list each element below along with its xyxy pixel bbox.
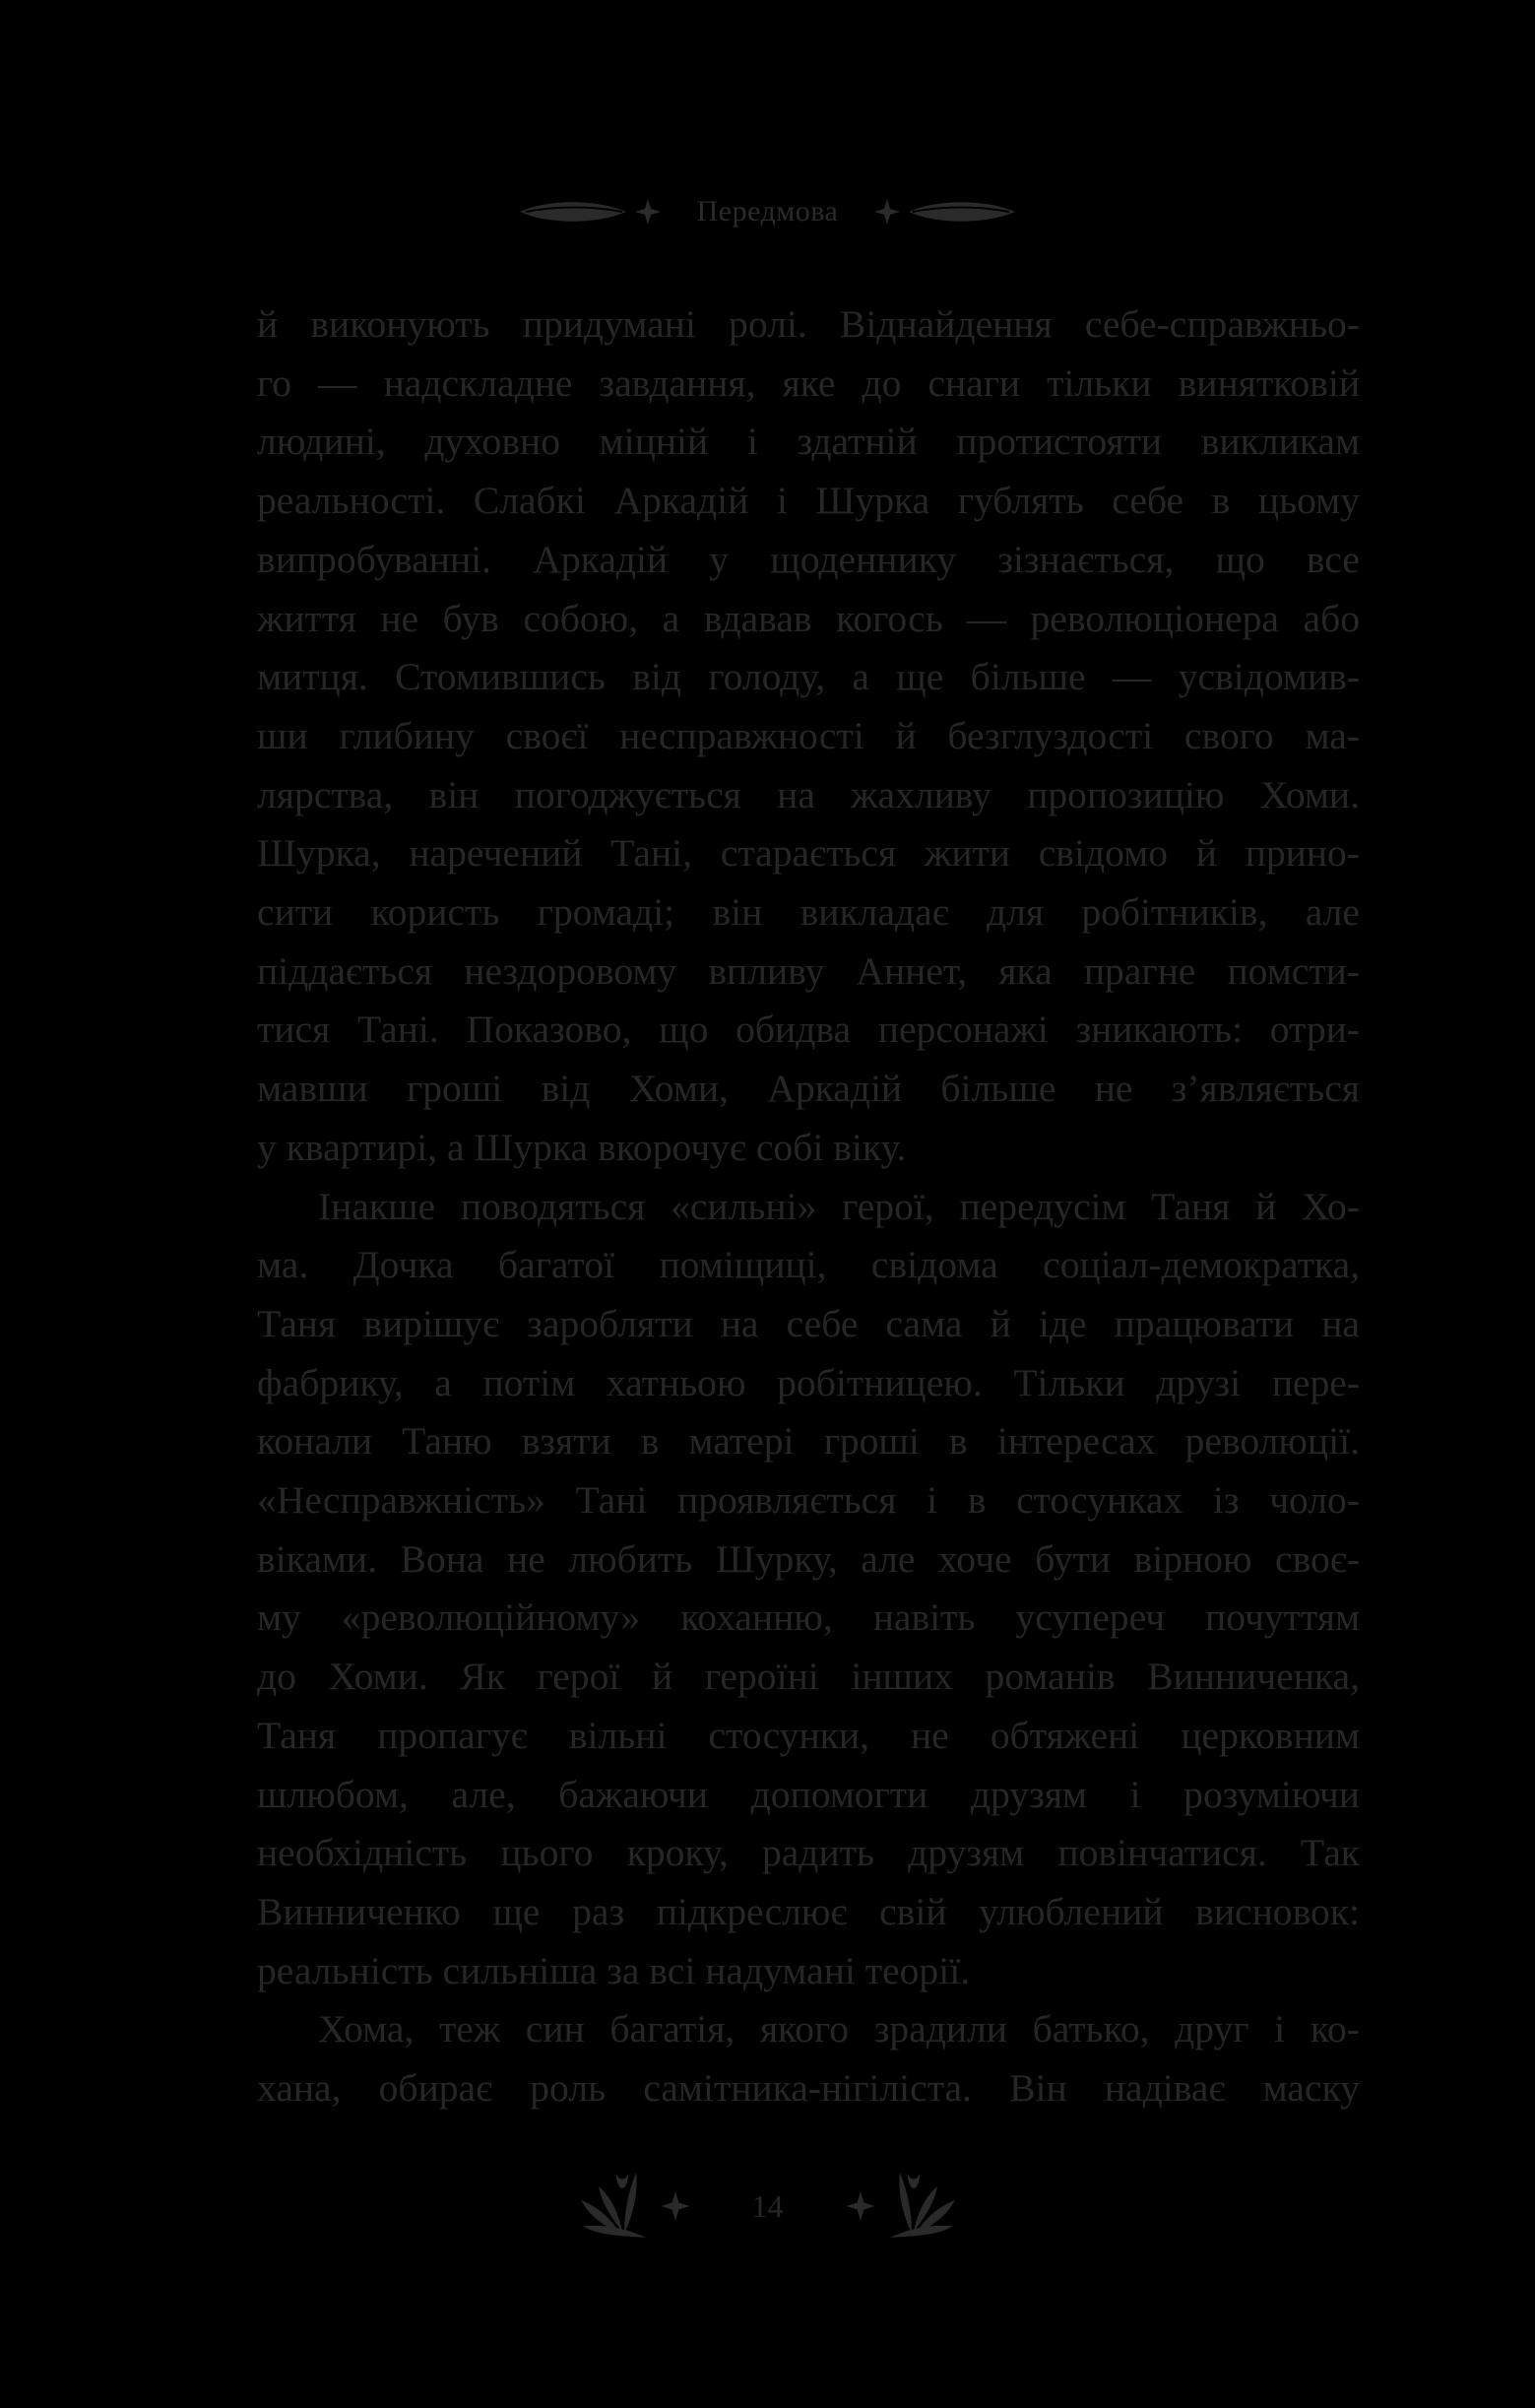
text-line: му «революційному» коханню, навіть усупереч почуттям <box>257 1595 1360 1640</box>
text-line: життя не був собою, а вдавав когось — революціонера або <box>257 596 1360 640</box>
text-line: випробуванні. Аркадій у щоденнику зізнається, що все <box>257 537 1360 581</box>
text-line: Шурка, наречений Тані, старається жити свідомо й прино- <box>257 831 1360 876</box>
four-point-star-icon <box>660 2190 691 2222</box>
text-line: Таня вирішує заробляти на себе сама й іде працювати на <box>257 1301 1360 1345</box>
text-line: «Несправжність» Тані проявляється і в стосунках із чоло- <box>257 1478 1360 1523</box>
text-line: шлюбом, але, бажаючи допомогти друзям і розуміючи <box>257 1772 1360 1816</box>
text-line: реальність сильніша за всі надумані теорії. <box>257 1948 971 1992</box>
page-footer <box>0 2157 1535 2255</box>
text-line: лярства, він погоджується на жахливу пропозицію Хоми. <box>257 772 1360 816</box>
four-point-star-icon <box>634 198 662 226</box>
text-line: го — надскладне завдання, яке до снаги тільки винятковій <box>257 360 1360 405</box>
four-point-star-icon <box>873 198 901 226</box>
text-line: ши глибину своєї несправжності й безглуздості свого ма- <box>257 713 1360 757</box>
text-line: людині, духовно міцній і здатній протистояти викликам <box>257 420 1360 464</box>
text-line: віками. Вона не любить Шурку, але хоче бути вірною своє- <box>257 1536 1360 1581</box>
text-line: митця. Стомившись від голоду, а ще більше — усвідомив- <box>257 655 1360 699</box>
text-line: мавши гроші від Хоми, Аркадій більше не з’являється <box>257 1067 1360 1111</box>
text-line: тися Тані. Показово, що обидва персонажі зникають: отри- <box>257 1008 1360 1052</box>
text-line: сити користь громаді; він викладає для робітників, але <box>257 890 1360 935</box>
text-line: й виконують придумані ролі. Віднайдення себе-справжньо- <box>257 302 1360 346</box>
leaf-ornament-icon <box>518 197 628 227</box>
text-line: конали Таню взяти в матері гроші в інтересах революції. <box>257 1419 1360 1464</box>
text-line: ма. Дочка багатої поміщиці, свідома соціал-демократка, <box>257 1243 1360 1287</box>
four-point-star-icon <box>845 2190 876 2222</box>
text-line: фабрику, а потім хатньою робітницею. Тільки друзі пере- <box>257 1360 1360 1404</box>
leaf-ornament-icon <box>907 197 1017 227</box>
text-line: у квартирі, а Шурка вкорочує собі віку. <box>257 1125 907 1169</box>
text-line: Таня пропагує вільні стосунки, не обтяжені церковним <box>257 1713 1360 1757</box>
text-line: реальності. Слабкі Аркадій і Шурка гублять себе в цьому <box>257 479 1360 523</box>
text-line: хана, обирає роль самітника-нігіліста. Він надіває маску <box>257 2066 1360 2111</box>
running-header-title: Передмова <box>696 195 839 228</box>
running-header <box>0 189 1535 234</box>
text-line: Хома, теж син багатія, якого зрадили батько, друг і ко- <box>318 2007 1360 2051</box>
floral-sprig-icon <box>577 2167 656 2245</box>
text-line: Винниченко ще раз підкреслює свій улюблений висновок: <box>257 1889 1360 1933</box>
text-line: піддається нездоровому впливу Аннет, яка прагне помсти- <box>257 948 1360 993</box>
text-line: Інакше поводяться «сильні» герої, передусім Таня й Хо- <box>318 1184 1360 1228</box>
page-body-text <box>257 295 1360 2118</box>
text-line: до Хоми. Як герої й героїні інших романів Винниченка, <box>257 1655 1360 1699</box>
page-number: 14 <box>751 2187 784 2224</box>
floral-sprig-icon <box>880 2167 959 2245</box>
text-line: необхідність цього кроку, радить друзям повінчатися. Так <box>257 1831 1360 1875</box>
